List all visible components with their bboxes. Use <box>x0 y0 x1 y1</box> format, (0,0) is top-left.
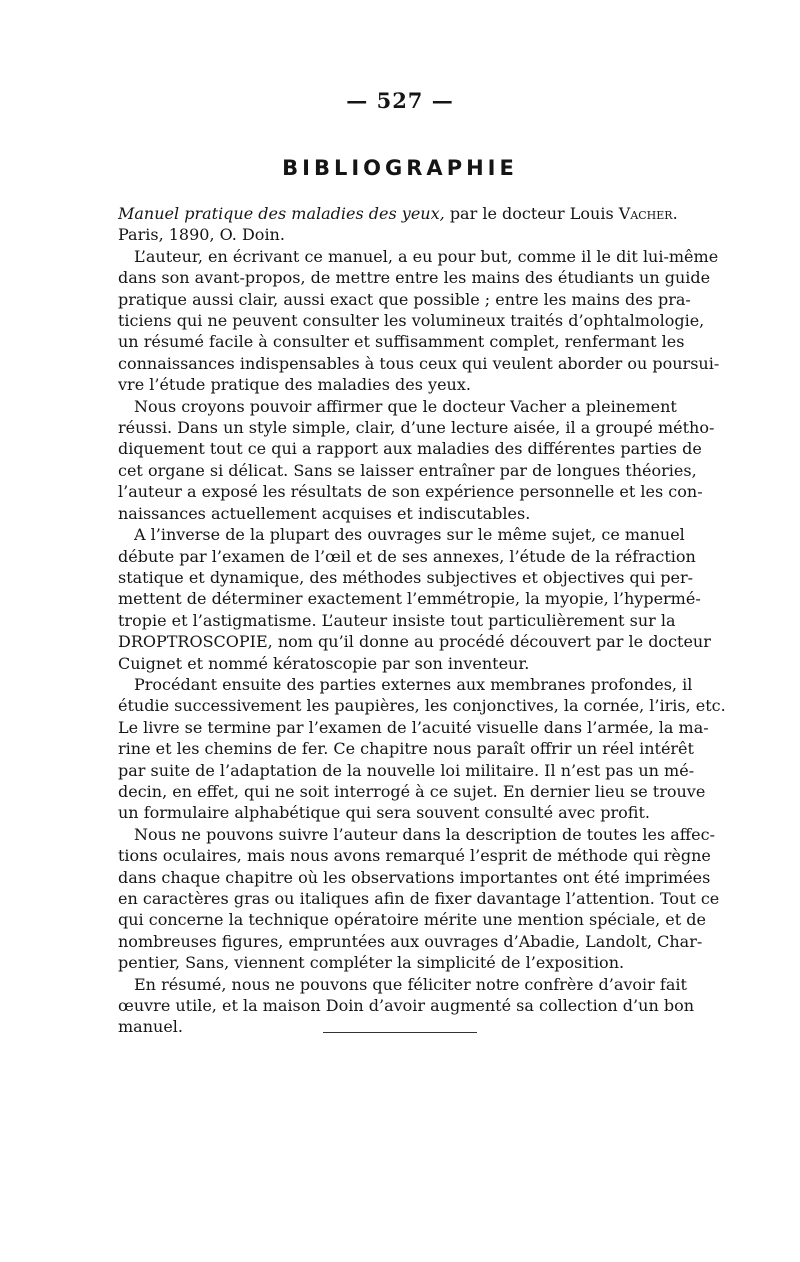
text-line: L’auteur, en écrivant ce manuel, a eu pour but, comme il le dit lui-même <box>134 246 719 266</box>
text-line: pentier, Sans, viennent compléter la simplicité de l’exposition. <box>118 953 625 973</box>
author-lead: par le docteur Louis <box>449 204 614 223</box>
review-body <box>118 203 726 1038</box>
text-line: tions oculaires, mais nous avons remarqué l’esprit de méthode qui règne <box>118 846 711 866</box>
page-number: — 527 — <box>346 88 454 113</box>
text-line: mettent de déterminer exactement l’emmétropie, la myopie, l’hypermé- <box>118 589 701 609</box>
text-line: Le livre se termine par l’examen de l’acuité visuelle dans l’armée, la ma- <box>118 717 709 737</box>
text-line: rine et les chemins de fer. Ce chapitre nous paraît offrir un réel intérêt <box>118 739 694 759</box>
reference-line-2: Paris, 1890, O. Doin. <box>118 225 285 245</box>
text-line: Cuignet et nommé kératoscopie par son inventeur. <box>118 653 530 673</box>
text-line: œuvre utile, et la maison Doin d’avoir augmenté sa collection d’un bon <box>118 996 695 1016</box>
text-line: qui concerne la technique opératoire mérite une mention spéciale, et de <box>118 910 706 930</box>
text-line: naissances actuellement acquises et indiscutables. <box>118 503 531 523</box>
text-line: vre l’étude pratique des maladies des yeux. <box>118 375 471 395</box>
text-line: Nous ne pouvons suivre l’auteur dans la description de toutes les affec- <box>134 824 715 844</box>
author-surname: Vacher. <box>618 204 678 223</box>
text-line: A l’inverse de la plupart des ouvrages sur le même sujet, ce manuel <box>134 525 685 545</box>
text-line: dans son avant-propos, de mettre entre les mains des étudiants un guide <box>118 268 711 288</box>
text-line: dans chaque chapitre où les observations importantes ont été imprimées <box>118 867 711 887</box>
text-line: statique et dynamique, des méthodes subjectives et objectives qui per- <box>118 567 694 587</box>
closing-rule <box>323 1032 477 1033</box>
text-line: nombreuses figures, empruntées aux ouvrages d’Abadie, Landolt, Char- <box>118 931 703 951</box>
text-line: un résumé facile à consulter et suffisamment complet, renfermant les <box>118 332 685 352</box>
section-title: BIBLIOGRAPHIE <box>282 156 518 180</box>
text-line: étudie successivement les paupières, les conjonctives, la cornée, l’iris, etc. <box>118 696 726 716</box>
text-line: DROPTROSCOPIE, nom qu’il donne au procédé découvert par le docteur <box>118 632 711 652</box>
text-line: par suite de l’adaptation de la nouvelle loi militaire. Il n’est pas un mé- <box>118 760 695 780</box>
text-line: decin, en effet, qui ne soit interrogé à ce sujet. En dernier lieu se trouve <box>118 781 706 801</box>
book-title: Manuel pratique des maladies des yeux, <box>118 204 445 223</box>
text-line: pratique aussi clair, aussi exact que possible ; entre les mains des pra- <box>118 289 691 309</box>
text-line: connaissances indispensables à tous ceux qui veulent aborder ou poursui- <box>118 353 720 373</box>
reference-line-1 <box>118 203 678 224</box>
text-line: débute par l’examen de l’œil et de ses annexes, l’étude de la réfraction <box>118 546 696 566</box>
text-line: ticiens qui ne peuvent consulter les volumineux traités d’ophtalmologie, <box>118 311 705 331</box>
text-line: En résumé, nous ne pouvons que féliciter notre confrère d’avoir fait <box>134 974 687 994</box>
text-line: réussi. Dans un style simple, clair, d’une lecture aisée, il a groupé métho- <box>118 418 715 438</box>
text-line: l’auteur a exposé les résultats de son expérience personnelle et les con- <box>118 482 703 502</box>
text-line: Procédant ensuite des parties externes aux membranes profondes, il <box>134 674 693 694</box>
text-line: cet organe si délicat. Sans se laisser entraîner par de longues théories, <box>118 460 697 480</box>
text-line: diquement tout ce qui a rapport aux maladies des différentes parties de <box>118 439 702 459</box>
text-line: en caractères gras ou italiques afin de fixer davantage l’attention. Tout ce <box>118 889 720 908</box>
text-line: manuel. <box>118 1017 183 1037</box>
text-line: Nous croyons pouvoir affirmer que le docteur Vacher a pleinement <box>134 396 677 416</box>
text-line: tropie et l’astigmatisme. L’auteur insiste tout particulièrement sur la <box>118 610 676 630</box>
text-line: un formulaire alphabétique qui sera souvent consulté avec profit. <box>118 803 650 823</box>
